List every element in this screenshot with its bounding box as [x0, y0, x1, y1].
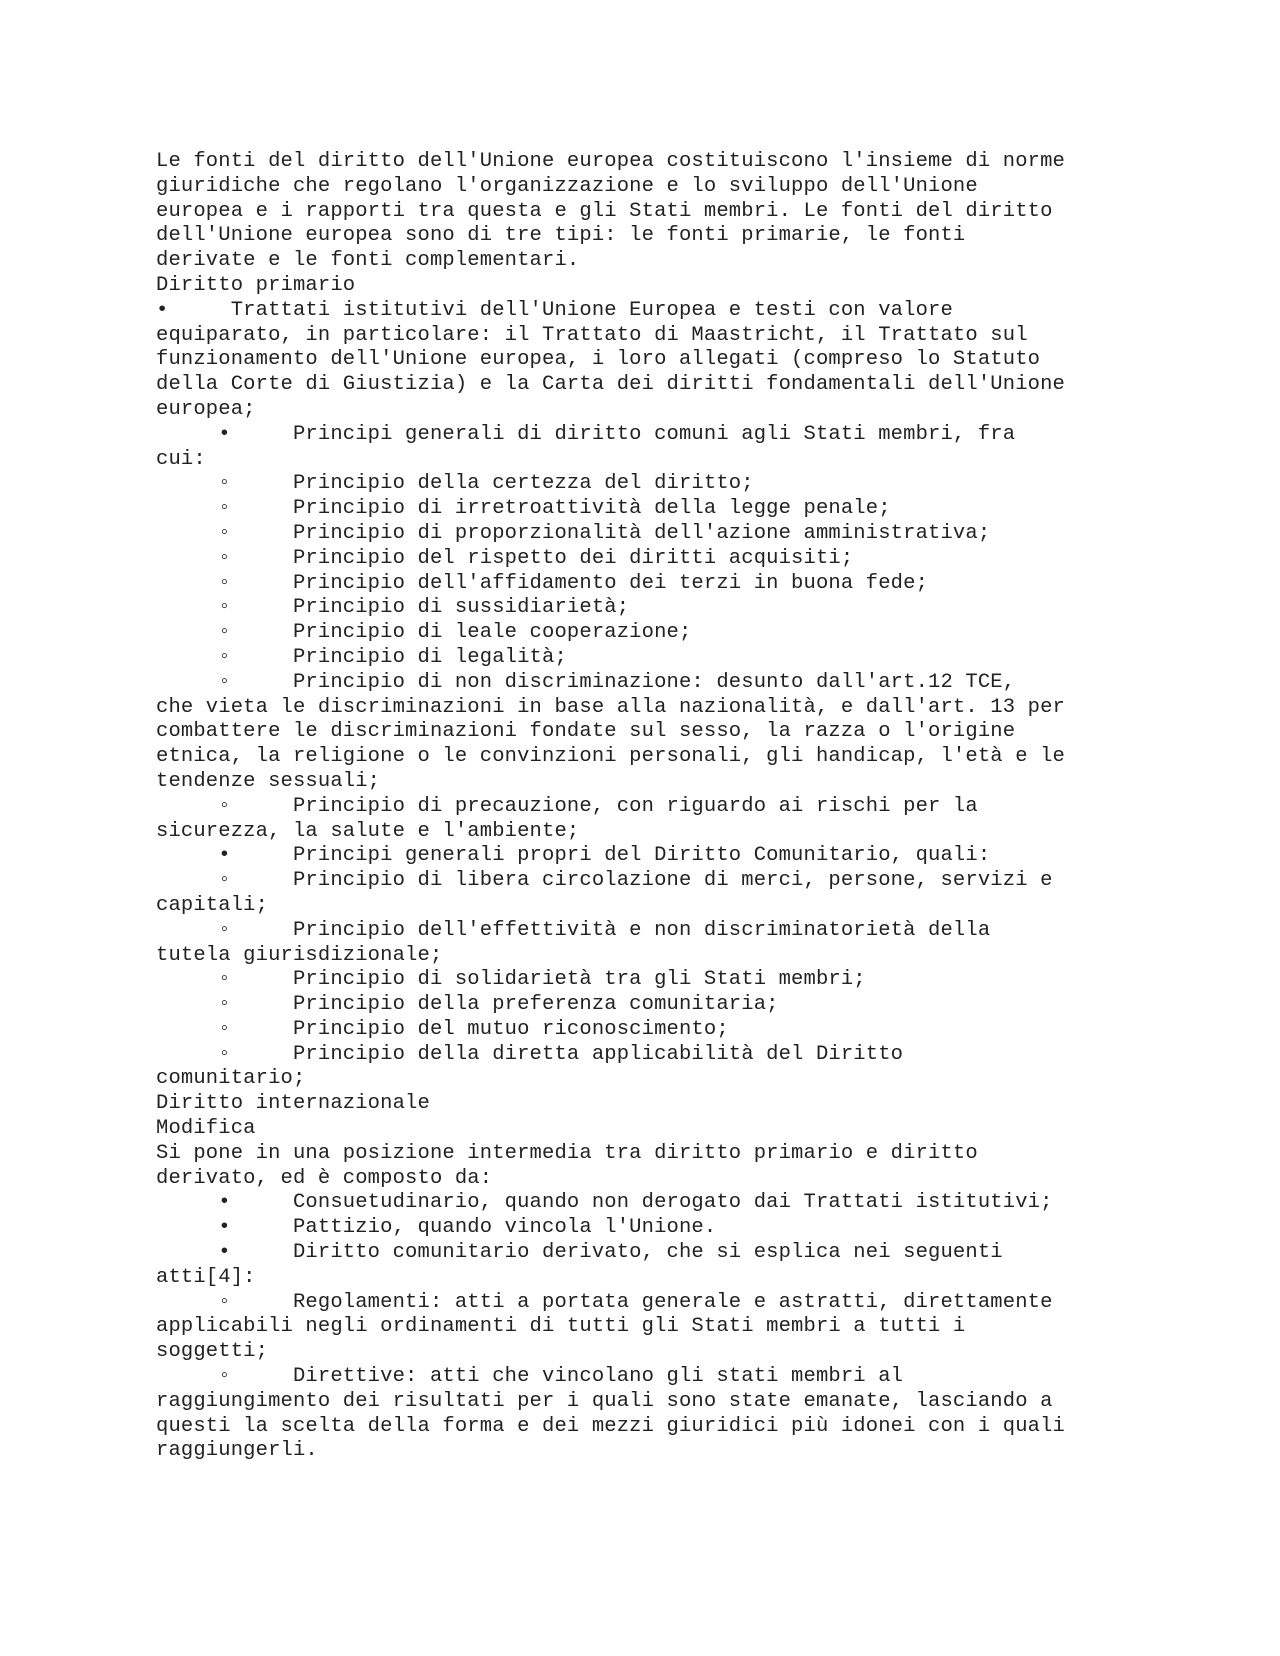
text-line: ◦ Principio della certezza del diritto;: [156, 472, 754, 496]
text-line: Diritto primario: [156, 273, 356, 297]
text-line: europea e i rapporti tra questa e gli Stati membri. Le fonti del diritto: [156, 199, 1053, 223]
document-page: [156, 150, 1156, 1464]
text-line: Modifica: [156, 1117, 256, 1141]
text-line: europea;: [156, 397, 256, 421]
text-line: ◦ Principio di libera circolazione di merci, persone, servizi e: [156, 869, 1053, 893]
text-line: funzionamento dell'Unione europea, i loro allegati (compreso lo Statuto: [156, 348, 1041, 372]
text-line: tutela giurisdizionale;: [156, 943, 443, 967]
text-line: comunitario;: [156, 1067, 306, 1091]
text-line: • Consuetudinario, quando non derogato dai Trattati istitutivi;: [156, 1191, 1053, 1215]
text-line: derivato, ed è composto da:: [156, 1166, 493, 1190]
text-line: ◦ Principio del mutuo riconoscimento;: [156, 1017, 729, 1041]
text-line: dell'Unione europea sono di tre tipi: le fonti primarie, le fonti: [156, 224, 966, 248]
text-line: capitali;: [156, 893, 269, 917]
text-line: ◦ Regolamenti: atti a portata generale e astratti, direttamente: [156, 1290, 1053, 1314]
text-line: sicurezza, la salute e l'ambiente;: [156, 819, 580, 843]
text-line: ◦ Principio dell'affidamento dei terzi in buona fede;: [156, 571, 929, 595]
text-line: ◦ Principio di precauzione, con riguardo ai rischi per la: [156, 794, 978, 818]
text-line: giuridiche che regolano l'organizzazione e lo sviluppo dell'Unione: [156, 174, 978, 198]
text-line: della Corte di Giustizia) e la Carta dei diritti fondamentali dell'Unione: [156, 373, 1065, 397]
text-line: ◦ Principio del rispetto dei diritti acquisiti;: [156, 546, 854, 570]
text-line: ◦ Direttive: atti che vincolano gli stati membri al: [156, 1365, 904, 1389]
text-line: Si pone in una posizione intermedia tra diritto primario e diritto: [156, 1141, 978, 1165]
text-line: ◦ Principio della diretta applicabilità del Diritto: [156, 1042, 904, 1066]
text-line: raggiungimento dei risultati per i quali sono state emanate, lasciando a: [156, 1389, 1053, 1413]
text-line: • Diritto comunitario derivato, che si esplica nei seguenti: [156, 1241, 1003, 1265]
text-line: ◦ Principio dell'effettività e non discriminatorietà della: [156, 918, 991, 942]
text-line: • Pattizio, quando vincola l'Unione.: [156, 1216, 717, 1240]
text-line: questi la scelta della forma e dei mezzi giuridici più idonei con i quali: [156, 1414, 1065, 1438]
text-line: cui:: [156, 447, 206, 471]
text-line: ◦ Principio di sussidiarietà;: [156, 596, 630, 620]
text-line: etnica, la religione o le convinzioni personali, gli handicap, l'età e le: [156, 745, 1065, 769]
text-line: combattere le discriminazioni fondate sul sesso, la razza o l'origine: [156, 720, 1016, 744]
text-line: • Principi generali propri del Diritto Comunitario, quali:: [156, 844, 991, 868]
text-line: ◦ Principio di solidarietà tra gli Stati membri;: [156, 968, 866, 992]
text-line: Diritto internazionale: [156, 1092, 430, 1116]
text-line: ◦ Principio di legalità;: [156, 645, 567, 669]
text-line: ◦ Principio di leale cooperazione;: [156, 621, 692, 645]
text-line: soggetti;: [156, 1340, 269, 1364]
text-line: • Principi generali di diritto comuni agli Stati membri, fra: [156, 422, 1016, 446]
text-line: derivate e le fonti complementari.: [156, 249, 580, 273]
text-line: raggiungerli.: [156, 1439, 318, 1463]
text-line: atti[4]:: [156, 1265, 256, 1289]
text-line: Le fonti del diritto dell'Unione europea costituiscono l'insieme di norme: [156, 150, 1065, 173]
text-line: ◦ Principio di non discriminazione: desunto dall'art.12 TCE,: [156, 670, 1016, 694]
text-line: applicabili negli ordinamenti di tutti gli Stati membri a tutti i: [156, 1315, 966, 1339]
text-line: ◦ Principio della preferenza comunitaria;: [156, 993, 779, 1017]
text-line: che vieta le discriminazioni in base alla nazionalità, e dall'art. 13 per: [156, 695, 1065, 719]
text-line: • Trattati istitutivi dell'Unione Europea e testi con valore: [156, 298, 953, 322]
text-line: ◦ Principio di irretroattività della legge penale;: [156, 497, 891, 521]
text-line: ◦ Principio di proporzionalità dell'azione amministrativa;: [156, 521, 991, 545]
text-line: tendenze sessuali;: [156, 769, 381, 793]
text-line: equiparato, in particolare: il Trattato di Maastricht, il Trattato sul: [156, 323, 1028, 347]
